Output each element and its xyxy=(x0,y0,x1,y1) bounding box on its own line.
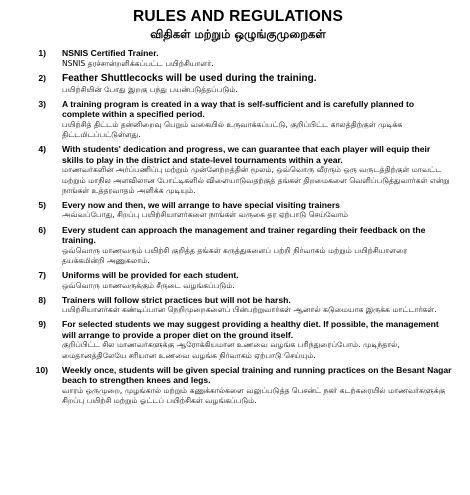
rule-item-5 xyxy=(14,200,462,221)
rule-text-tamil: மாணவர்களின் அர்ப்பணிப்பு மற்றும் முன்னேற்றத்தின் மூலம், ஒவ்வொரு வீரரும் ஒரு வருடத்திற்குள் மாவட்ட மற்றும் மாநில அளவிலான போட்டிகளில் விளையாடுவதற்குத் தங்கள் திறமைகளை வெளிப்படுத்துவார்கள் என்று நாங்கள் உத்தரவாதம் அளிக்க முடியும். xyxy=(62,165,450,195)
rule-text-tamil: வாரம் ஒருமுறை, முழங்கால் மற்றும் கணுக்கால்களை வலுப்படுத்த பெசன்ட் நகர் கடற்கரையில் மாணவர்களுக்கு சிறப்பு பயிற்சி மற்றும் ஓட்டப் பயிற்சிகள் வழங்கப்படும். xyxy=(62,385,446,406)
rule-text-tamil: பயிற்சியாளர்கள் கண்டிப்பான நெறிமுறைகளைப் பின்பற்றுவார்கள் ஆனால் கடுமையாக இருக்க மாட்டார்கள். xyxy=(62,305,437,315)
rule-item-4 xyxy=(14,144,462,196)
rule-number: 8) xyxy=(38,294,46,305)
rule-number: 4) xyxy=(38,144,46,155)
rule-text-english: Uniforms will be provided for each student. xyxy=(62,270,239,281)
rule-item-10 xyxy=(14,365,462,406)
page-title: RULES AND REGULATIONS xyxy=(132,8,343,25)
rule-number: 6) xyxy=(38,224,46,235)
rule-number: 9) xyxy=(38,319,46,330)
page-subtitle-tamil: விதிகள் மற்றும் ஒழுங்குமுறைகள் xyxy=(150,27,326,41)
rule-text-english: For selected students we may suggest providing a healthy diet. If possible, the management will arrange to provide a proper diet on the ground itself. xyxy=(62,319,439,340)
rule-text-english: NSNIS Certified Trainer. xyxy=(62,48,159,58)
rule-body xyxy=(62,270,452,291)
rule-item-7 xyxy=(14,270,462,291)
rule-text-tamil: ஒவ்வொரு மாணவருக்கும் சீருடை வழங்கப்படும். xyxy=(62,280,235,290)
rule-body xyxy=(62,295,452,316)
rule-item-2 xyxy=(14,73,462,95)
rule-text-tamil: NSNIS தரச்சான்றளிக்கப்பட்ட பயிற்சியாளர். xyxy=(62,58,214,68)
rule-item-6 xyxy=(14,225,462,266)
rule-body xyxy=(62,365,452,406)
rule-number: 3) xyxy=(38,98,46,109)
rule-text-english: With students' dedication and progress, we can guarantee that each player will equip their skills to play in the district and state-level tournaments within a year. xyxy=(62,144,431,165)
rule-text-english: Trainers will follow strict practices but will not be harsh. xyxy=(62,294,291,305)
rule-number: 1) xyxy=(38,48,46,58)
rule-text-tamil: ஒவ்வொரு மாணவரும் பயிற்சி குறித்த தங்கள் கருத்துகளைப் பற்றி நிர்வாகம் மற்றும் பயிற்சியாளரை தயக்கமின்றி அணுகலாம். xyxy=(62,245,408,265)
rule-item-8 xyxy=(14,295,462,316)
rule-text-english: Feather Shuttlecocks will be used during the training. xyxy=(62,72,317,84)
rule-number: 7) xyxy=(38,270,46,281)
rule-item-1 xyxy=(14,48,462,69)
rule-text-tamil: அவ்வப்போது, சிறப்பு பயிற்சியாளர்களை நாங்கள் வருகை தர ஏற்பாடு செய்வோம் xyxy=(62,210,348,220)
rule-text-english: A training program is created in a way that is self-sufficient and is carefully planned to complete within a specified period. xyxy=(62,98,415,120)
rule-number: 2) xyxy=(38,72,46,83)
rule-text-tamil: பயிற்சியின் போது இறகு பந்து பயன்படுத்தப்படும். xyxy=(62,84,238,94)
rule-text-english: Every student can approach the management and trainer regarding their feedback on the training. xyxy=(62,224,426,246)
rule-item-3 xyxy=(14,99,462,140)
rule-number: 5) xyxy=(38,199,46,210)
rule-item-9 xyxy=(14,319,462,360)
rule-body xyxy=(62,319,452,360)
rules-list xyxy=(14,48,462,406)
rule-number: 10) xyxy=(35,364,48,375)
rule-text-tamil: பயிற்சித் திட்டம் தன்னிறைவு பெறும் வகையில் உருவாக்கப்பட்டு, குறிப்பிட்ட காலத்திற்குள் முடிக்க திட்டமிடப்பட்டுள்ளது. xyxy=(62,119,403,140)
rule-body xyxy=(62,99,452,140)
rule-text-english: Weekly once, students will be given special training and running practices on the Besant Nagar beach to strengthen knees and legs. xyxy=(62,364,452,386)
rule-body xyxy=(62,200,452,221)
rule-body xyxy=(62,48,452,69)
rule-text-tamil: குறிப்பிட்ட சில மாணவர்களுக்கு ஆரோக்கியமான உணவை வழங்க பரிந்துரைப்போம். முடிந்தால், மைதானத்திலேயே சரியான உணவை வழங்க நிர்வாகம் ஏற்பாடு செய்யும். xyxy=(62,340,400,360)
rule-body xyxy=(62,73,452,95)
rule-body xyxy=(62,144,452,196)
rule-text-english: Every now and then, we will arrange to have special visiting trainers xyxy=(62,199,340,210)
rule-body xyxy=(62,225,452,266)
